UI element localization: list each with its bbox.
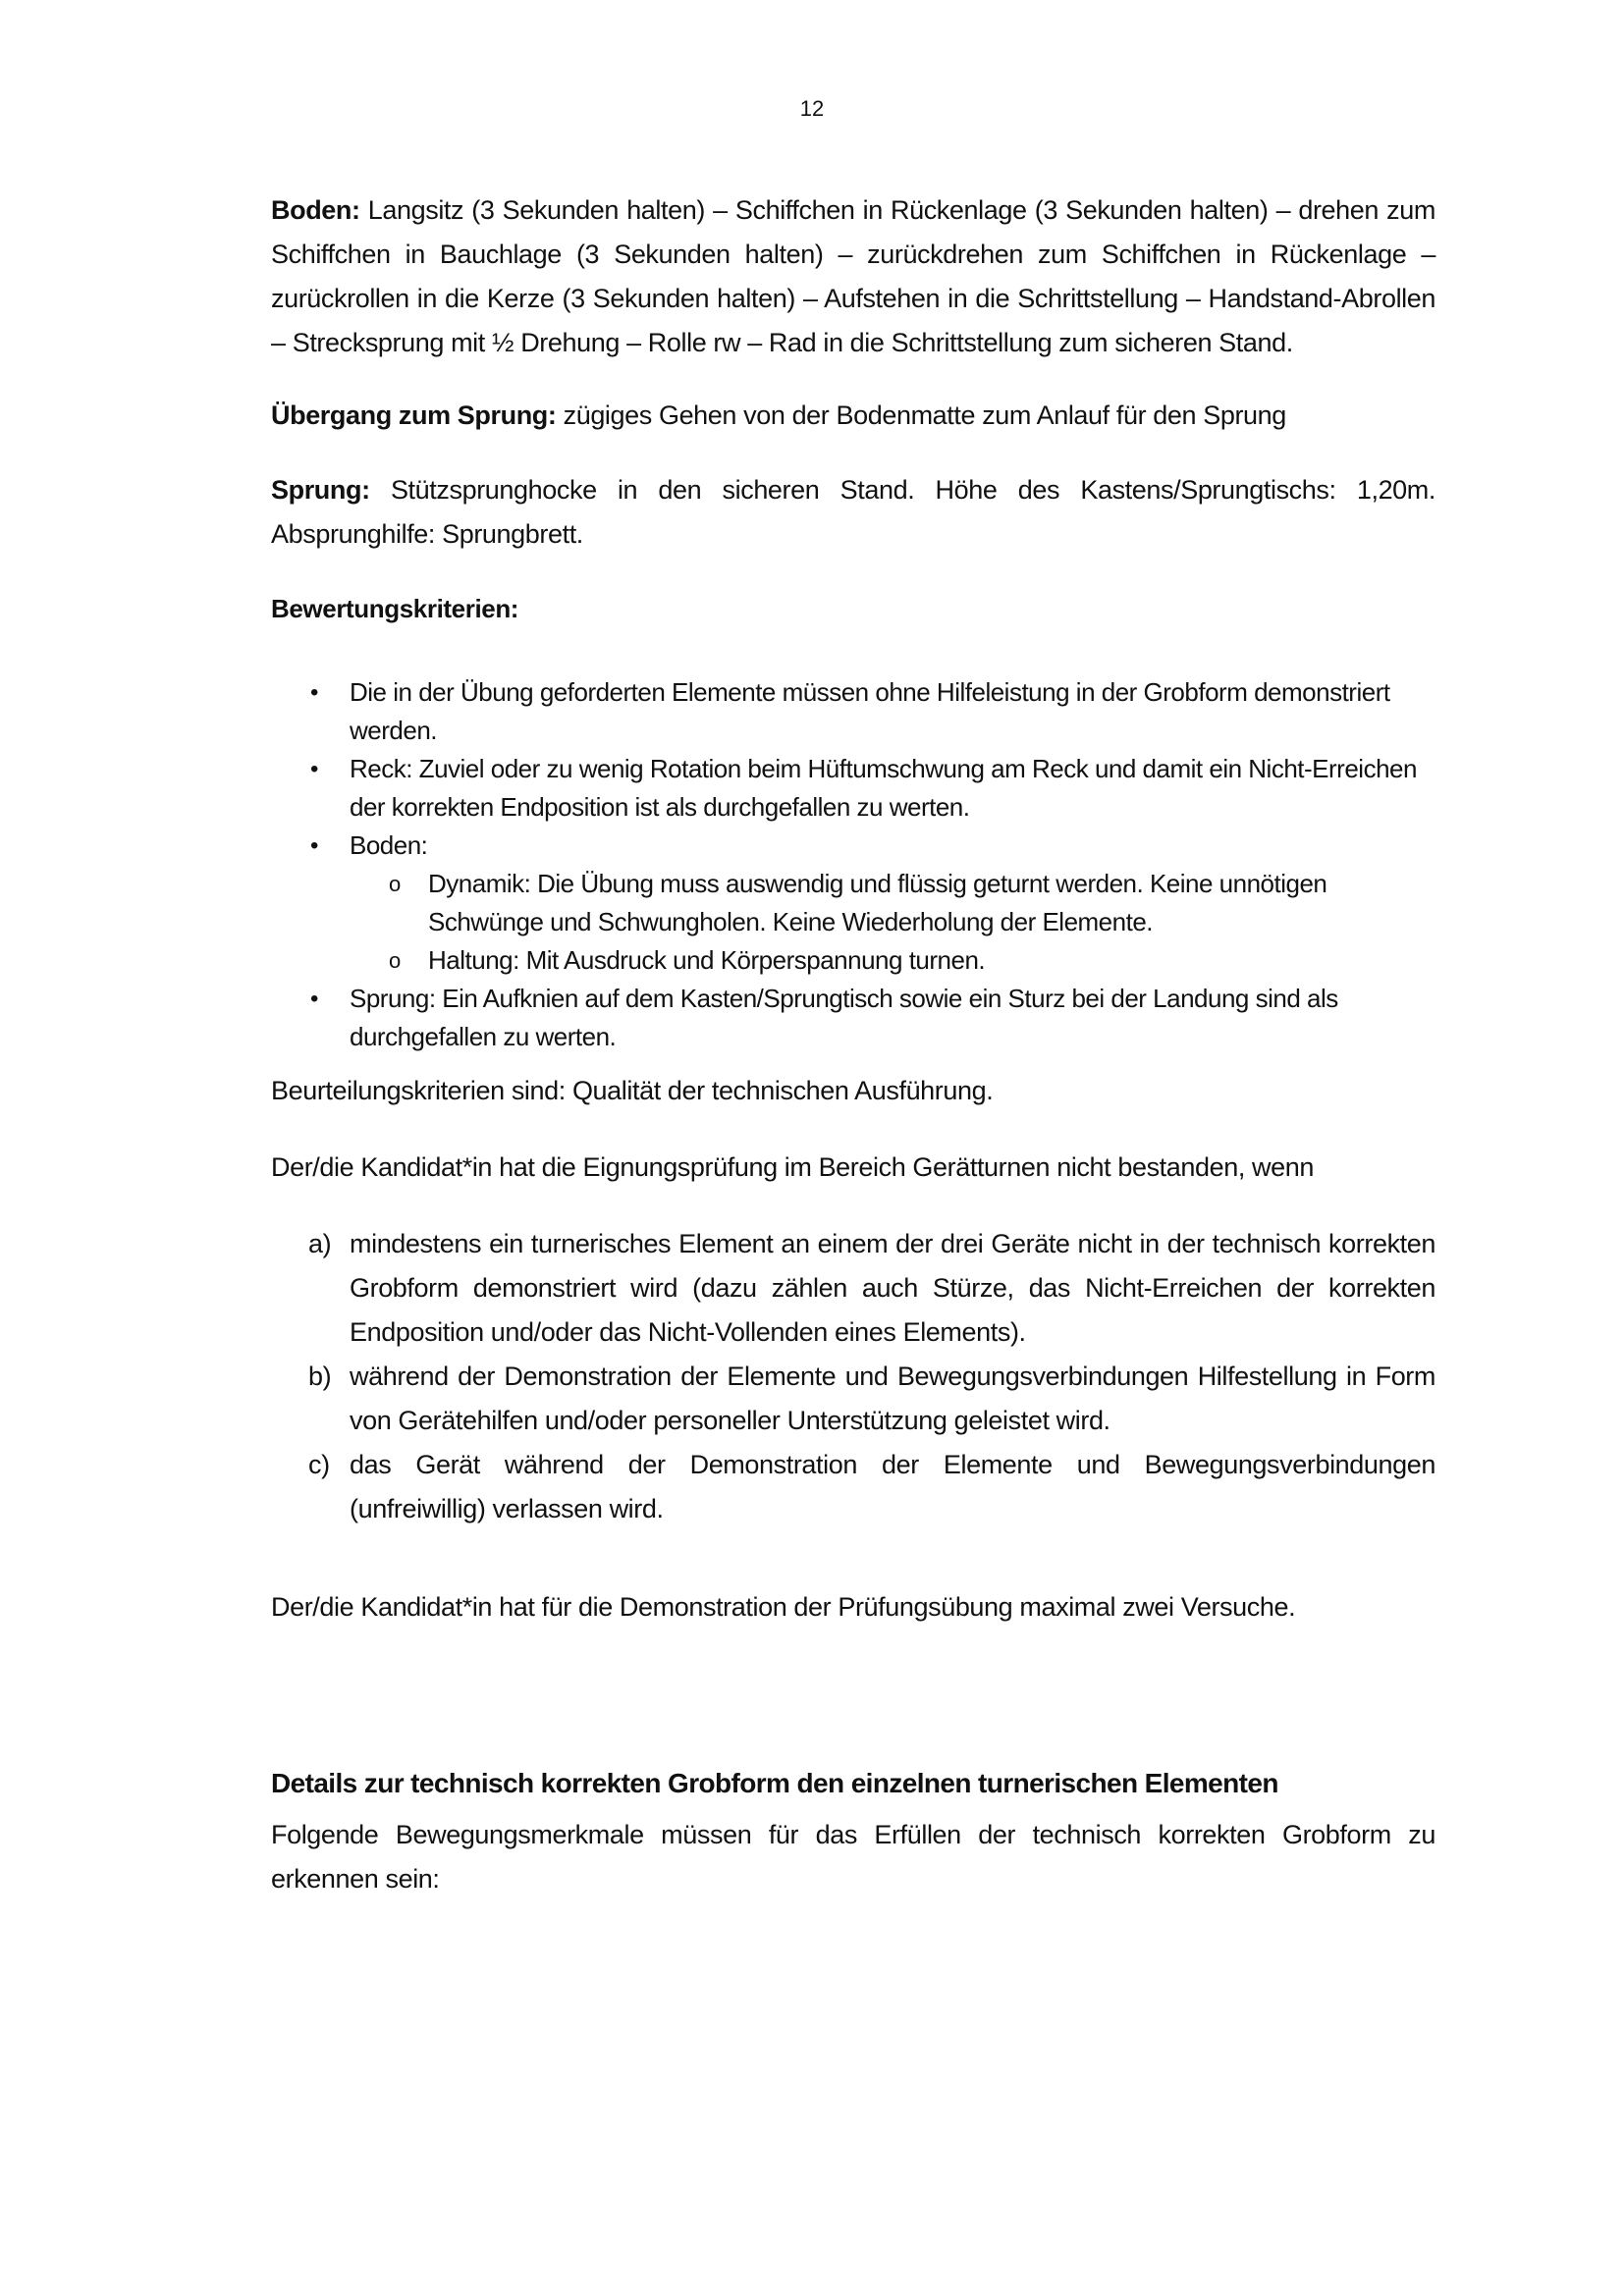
criteria-item xyxy=(271,980,1435,1056)
circle-bullet-icon: o xyxy=(389,872,401,896)
sprung-paragraph xyxy=(271,468,1435,557)
criteria-item xyxy=(271,827,1435,980)
condition-text: das Gerät während der Demonstration der Elemente und Bewegungsverbindungen (unfreiwillig) verlassen wird. xyxy=(350,1450,1435,1523)
kandidat-paragraph: Der/die Kandidat*in hat die Eignungsprüfung im Bereich Gerätturnen nicht bestanden, wenn xyxy=(271,1152,1315,1182)
boden-label: Boden: xyxy=(271,195,360,225)
uebergang-text: zügiges Gehen von der Bodenmatte zum Anlauf für den Sprung xyxy=(556,400,1286,430)
condition-item xyxy=(271,1355,1435,1443)
boden-paragraph xyxy=(271,188,1435,365)
bullet-icon: • xyxy=(310,679,318,706)
boden-text: Langsitz (3 Sekunden halten) – Schiffchen in Rückenlage (3 Sekunden halten) – drehen zum Schiffchen in Bauchlage (3 Sekunden halten) – zurückdrehen zum Schiffchen in Rückenlage – zurückrollen in die Kerze (3 Sekunden halten) – Aufstehen in die Schrittstellung – Handstand-Abrollen – Strecksprung mit ½ Drehung – Rolle rw – Rad in die Schrittstellung zum sicheren Stand. xyxy=(271,195,1435,357)
criteria-text: Boden: xyxy=(350,830,428,860)
folgende-paragraph: Folgende Bewegungsmerkmale müssen für das Erfüllen der technisch korrekten Grobform zu erkennen sein: xyxy=(271,1820,1435,1894)
circle-bullet-icon: o xyxy=(389,948,401,973)
criteria-item xyxy=(271,750,1435,827)
criteria-sublist xyxy=(350,865,1435,980)
uebergang-label: Übergang zum Sprung: xyxy=(271,400,557,430)
versuche-paragraph: Der/die Kandidat*in hat für die Demonstration der Prüfungsübung maximal zwei Versuche. xyxy=(271,1592,1296,1622)
condition-marker: a) xyxy=(308,1229,332,1258)
condition-text: während der Demonstration der Elemente und Bewegungsverbindungen Hilfestellung in Form von Gerätehilfen und/oder personeller Unterstützung geleistet wird. xyxy=(350,1362,1435,1435)
condition-item xyxy=(271,1443,1435,1531)
criteria-list xyxy=(271,673,1435,1056)
beurteilung-paragraph: Beurteilungskriterien sind: Qualität der technischen Ausführung. xyxy=(271,1076,994,1105)
sprung-label: Sprung: xyxy=(271,475,370,505)
condition-marker: c) xyxy=(308,1450,330,1479)
criteria-subtext: Haltung: Mit Ausdruck und Körperspannung turnen. xyxy=(428,945,986,975)
criteria-subtext: Dynamik: Die Übung muss auswendig und flüssig geturnt werden. Keine unnötigen Schwünge und Schwungholen. Keine Wiederholung der Elemente. xyxy=(428,869,1327,936)
document-body xyxy=(271,188,1435,1901)
bullet-icon: • xyxy=(310,986,318,1012)
criteria-text: Sprung: Ein Aufknien auf dem Kasten/Sprungtisch sowie ein Sturz bei der Landung sind als durchgefallen zu werten. xyxy=(350,984,1338,1051)
criteria-subitem xyxy=(350,941,1435,980)
uebergang-paragraph xyxy=(271,394,1435,438)
criteria-item xyxy=(271,673,1435,750)
condition-item xyxy=(271,1222,1435,1355)
criteria-subitem xyxy=(350,865,1435,941)
bullet-icon: • xyxy=(310,832,318,859)
bullet-icon: • xyxy=(310,756,318,782)
page-number: 12 xyxy=(799,96,825,121)
criteria-text: Reck: Zuviel oder zu wenig Rotation beim Hüftumschwung am Reck und damit ein Nicht-Erreichen der korrekten Endposition ist als durchgefallen zu werten. xyxy=(350,754,1417,822)
criteria-text: Die in der Übung geforderten Elemente müssen ohne Hilfeleistung in der Grobform demonstriert werden. xyxy=(350,677,1390,745)
condition-text: mindestens ein turnerisches Element an einem der drei Geräte nicht in der technisch korrekten Grobform demonstriert wird (dazu zählen auch Stürze, das Nicht-Erreichen der korrekten Endposition und/oder das Nicht-Vollenden eines Elements). xyxy=(350,1229,1435,1347)
details-heading: Details zur technisch korrekten Grobform den einzelnen turnerischen Elementen xyxy=(271,1768,1278,1798)
condition-marker: b) xyxy=(308,1362,332,1391)
criteria-heading: Bewertungskriterien: xyxy=(271,594,519,623)
sprung-text: Stützsprunghocke in den sicheren Stand. Höhe des Kastens/Sprungtischs: 1,20m. Absprunghilfe: Sprungbrett. xyxy=(271,475,1435,549)
conditions-list xyxy=(271,1222,1435,1531)
